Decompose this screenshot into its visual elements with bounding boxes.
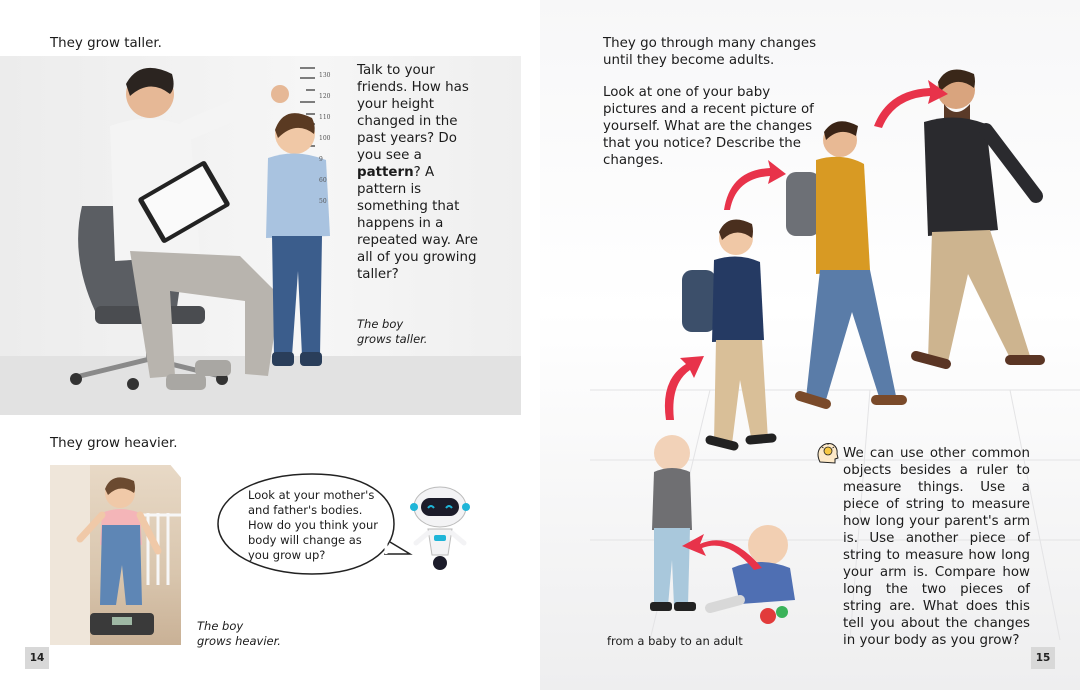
caption-line: grows taller. <box>357 332 428 346</box>
tick-label: 130 <box>319 72 331 79</box>
caption-line: grows heavier. <box>197 634 281 648</box>
talk-text-end: ? A pattern is something that happens in a repeated way. Are all of you growing taller? <box>357 165 478 282</box>
caption-boy-grows-heavier <box>197 619 307 649</box>
standing-baby <box>650 435 696 611</box>
tick-label: 100 <box>319 135 331 142</box>
tick-label: 110 <box>319 114 331 121</box>
page-number-14: 14 <box>25 647 49 669</box>
keyword-pattern: pattern <box>357 165 414 180</box>
tick-label: 60 <box>319 177 327 184</box>
tick-label: 120 <box>319 93 331 100</box>
talk-text-start: Talk to your friends. How has your height changed in the past years? Do you see a <box>357 63 469 163</box>
photo-doctor-measuring-boy <box>0 56 521 415</box>
tick-label: 9 <box>319 156 323 163</box>
intro-line: They go through many changes <box>603 36 817 51</box>
talk-to-friends-text <box>357 62 485 283</box>
height-chart-labels <box>319 71 339 207</box>
caption-line: The boy <box>197 619 244 633</box>
teenager <box>786 121 902 404</box>
right-page <box>540 0 1080 690</box>
speech-bubble-text: Look at your mother's and father's bodies. How do you think your body will change as you grow up? <box>248 488 378 562</box>
caption-baby-to-adult: from a baby to an adult <box>607 634 743 648</box>
page-number-15: 15 <box>1031 647 1055 669</box>
schoolboy <box>682 220 772 447</box>
intro-line: until they become adults. <box>603 53 775 68</box>
lightbulb-head-icon <box>814 440 840 466</box>
heading-grow-heavier: They grow heavier. <box>50 436 178 451</box>
caption-boy-grows-taller <box>357 317 467 347</box>
tick-label: 50 <box>319 198 327 205</box>
string-measuring-activity: We can use other common objects besides a ruler to measure things. Use a piece of string to measure how long your parent's arm is. Use another piece of string to measure how long your arm is. Compare how long the two pieces of string are. What does this tell you about the changes in your body as you grow? <box>843 446 1030 648</box>
robot-mascot-icon <box>410 485 470 573</box>
heading-grow-taller: They grow taller. <box>50 36 162 51</box>
adult-man <box>916 70 1040 365</box>
baby-picture-prompt: Look at one of your baby pictures and a recent picture of yourself. What are the changes that you notice? Describe the changes. <box>603 85 814 168</box>
caption-line: The boy <box>357 317 404 331</box>
photo-toddler-on-scale <box>50 465 181 645</box>
